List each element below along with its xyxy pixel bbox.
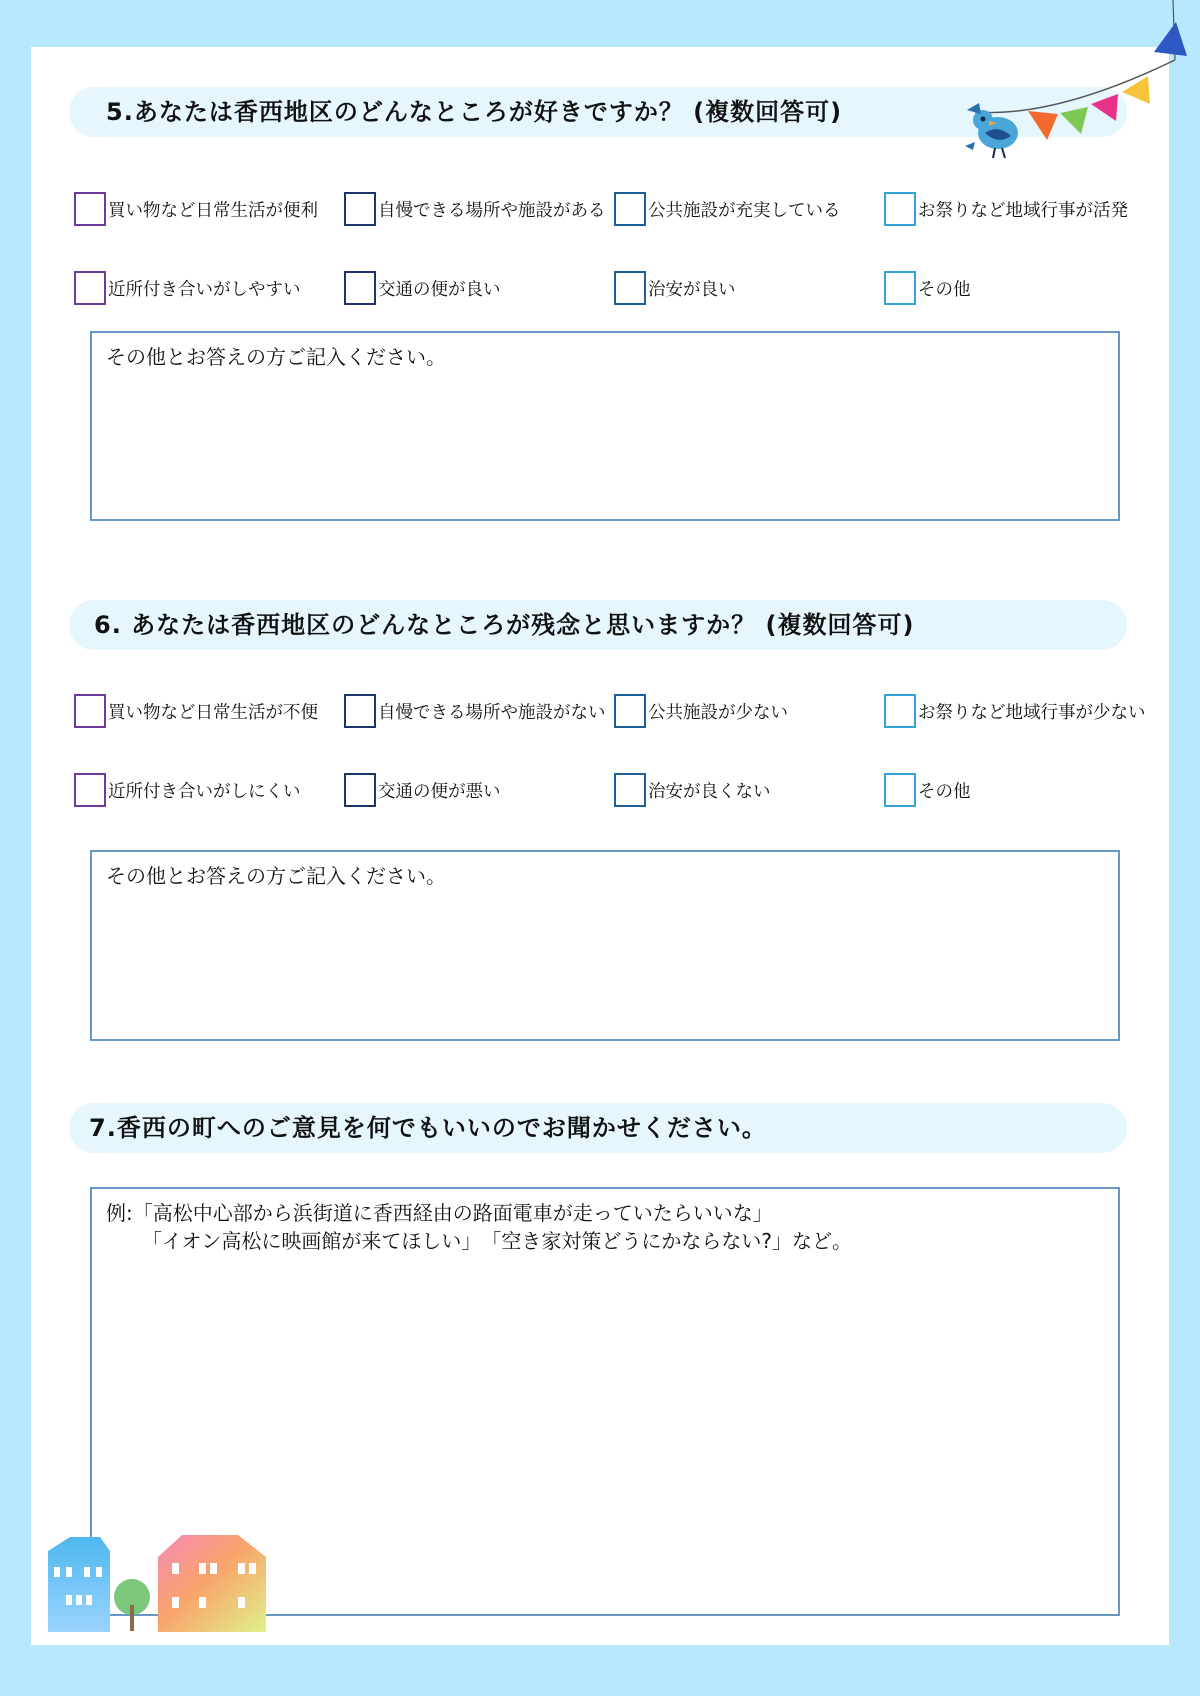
checkbox[interactable] xyxy=(614,773,646,807)
flag-pink xyxy=(1091,94,1118,121)
bunting-flags-illustration xyxy=(925,0,1200,170)
option-label: 自慢できる場所や施設がない xyxy=(378,702,606,723)
checkbox[interactable] xyxy=(344,694,376,728)
q5-other-textarea[interactable] xyxy=(90,331,1120,521)
q6-option-transport[interactable] xyxy=(344,772,501,808)
checkbox[interactable] xyxy=(884,192,916,226)
option-label: 自慢できる場所や施設がある xyxy=(378,200,606,221)
q5-option-public-facilities[interactable] xyxy=(614,191,841,227)
question-5-title: 5.あなたは香西地区のどんなところが好きですか？ (複数回答可) xyxy=(106,98,843,126)
checkbox[interactable] xyxy=(74,694,106,728)
question-7-header xyxy=(69,1103,1127,1153)
checkbox[interactable] xyxy=(344,271,376,305)
q6-option-shopping[interactable] xyxy=(74,693,318,729)
q6-option-safety[interactable] xyxy=(614,772,771,808)
flag-blue xyxy=(1154,22,1187,56)
option-label: お祭りなど地域行事が少ない xyxy=(918,702,1146,723)
checkbox[interactable] xyxy=(614,694,646,728)
q6-option-neighbors[interactable] xyxy=(74,772,301,808)
q5-option-festivals[interactable] xyxy=(884,191,1128,227)
checkbox[interactable] xyxy=(74,773,106,807)
q6-option-other[interactable] xyxy=(884,772,971,808)
option-label: 公共施設が充実している xyxy=(648,200,841,221)
option-label: 近所付き合いがしやすい xyxy=(108,279,301,300)
question-6-header xyxy=(69,600,1127,650)
q5-option-other[interactable] xyxy=(884,270,971,306)
option-label: その他 xyxy=(918,781,971,802)
option-label: お祭りなど地域行事が活発 xyxy=(918,200,1128,221)
option-label: 公共施設が少ない xyxy=(648,702,788,723)
houses-illustration xyxy=(42,1535,274,1635)
option-label: 交通の便が悪い xyxy=(378,781,501,802)
flag-green xyxy=(1060,107,1088,134)
q5-option-transport[interactable] xyxy=(344,270,501,306)
q5-option-safety[interactable] xyxy=(614,270,736,306)
q7-example-line-1: 例:「高松中心部から浜街道に香西経由の路面電車が走っていたらいいな」 xyxy=(106,1201,773,1225)
checkbox[interactable] xyxy=(614,271,646,305)
tree-icon xyxy=(114,1579,150,1631)
q5-option-shopping[interactable] xyxy=(74,191,318,227)
survey-sheet xyxy=(31,47,1169,1645)
q7-example-line-2: 「イオン高松に映画館が来てほしい」 「空き家対策どうにかならない?」など。 xyxy=(142,1229,853,1253)
question-7-title: 7.香西の町へのご意見を何でもいいのでお聞かせください。 xyxy=(89,1114,767,1142)
checkbox[interactable] xyxy=(344,773,376,807)
option-label: その他 xyxy=(918,279,971,300)
flag-orange xyxy=(1028,111,1058,140)
q5-option-proud-places[interactable] xyxy=(344,191,606,227)
q5-other-hint: その他とお答えの方ご記入ください。 xyxy=(106,345,446,369)
checkbox[interactable] xyxy=(74,271,106,305)
option-label: 交通の便が良い xyxy=(378,279,501,300)
checkbox[interactable] xyxy=(884,694,916,728)
blue-house-icon xyxy=(48,1537,110,1632)
checkbox[interactable] xyxy=(884,271,916,305)
question-6-title: 6. あなたは香西地区のどんなところが残念と思いますか？ (複数回答可) xyxy=(94,611,915,639)
checkbox[interactable] xyxy=(344,192,376,226)
option-label: 治安が良くない xyxy=(648,781,771,802)
option-label: 買い物など日常生活が不便 xyxy=(108,702,318,723)
q6-other-textarea[interactable] xyxy=(90,850,1120,1041)
q5-option-neighbors[interactable] xyxy=(74,270,301,306)
option-label: 近所付き合いがしにくい xyxy=(108,781,301,802)
option-label: 買い物など日常生活が便利 xyxy=(108,200,318,221)
checkbox[interactable] xyxy=(74,192,106,226)
flag-yellow xyxy=(1122,76,1150,104)
checkbox[interactable] xyxy=(884,773,916,807)
q6-option-festivals[interactable] xyxy=(884,693,1146,729)
checkbox[interactable] xyxy=(614,192,646,226)
q6-other-hint: その他とお答えの方ご記入ください。 xyxy=(106,864,446,888)
gradient-house-icon xyxy=(158,1535,266,1632)
option-label: 治安が良い xyxy=(648,279,736,300)
q6-option-public-facilities[interactable] xyxy=(614,693,788,729)
q6-option-proud-places[interactable] xyxy=(344,693,606,729)
